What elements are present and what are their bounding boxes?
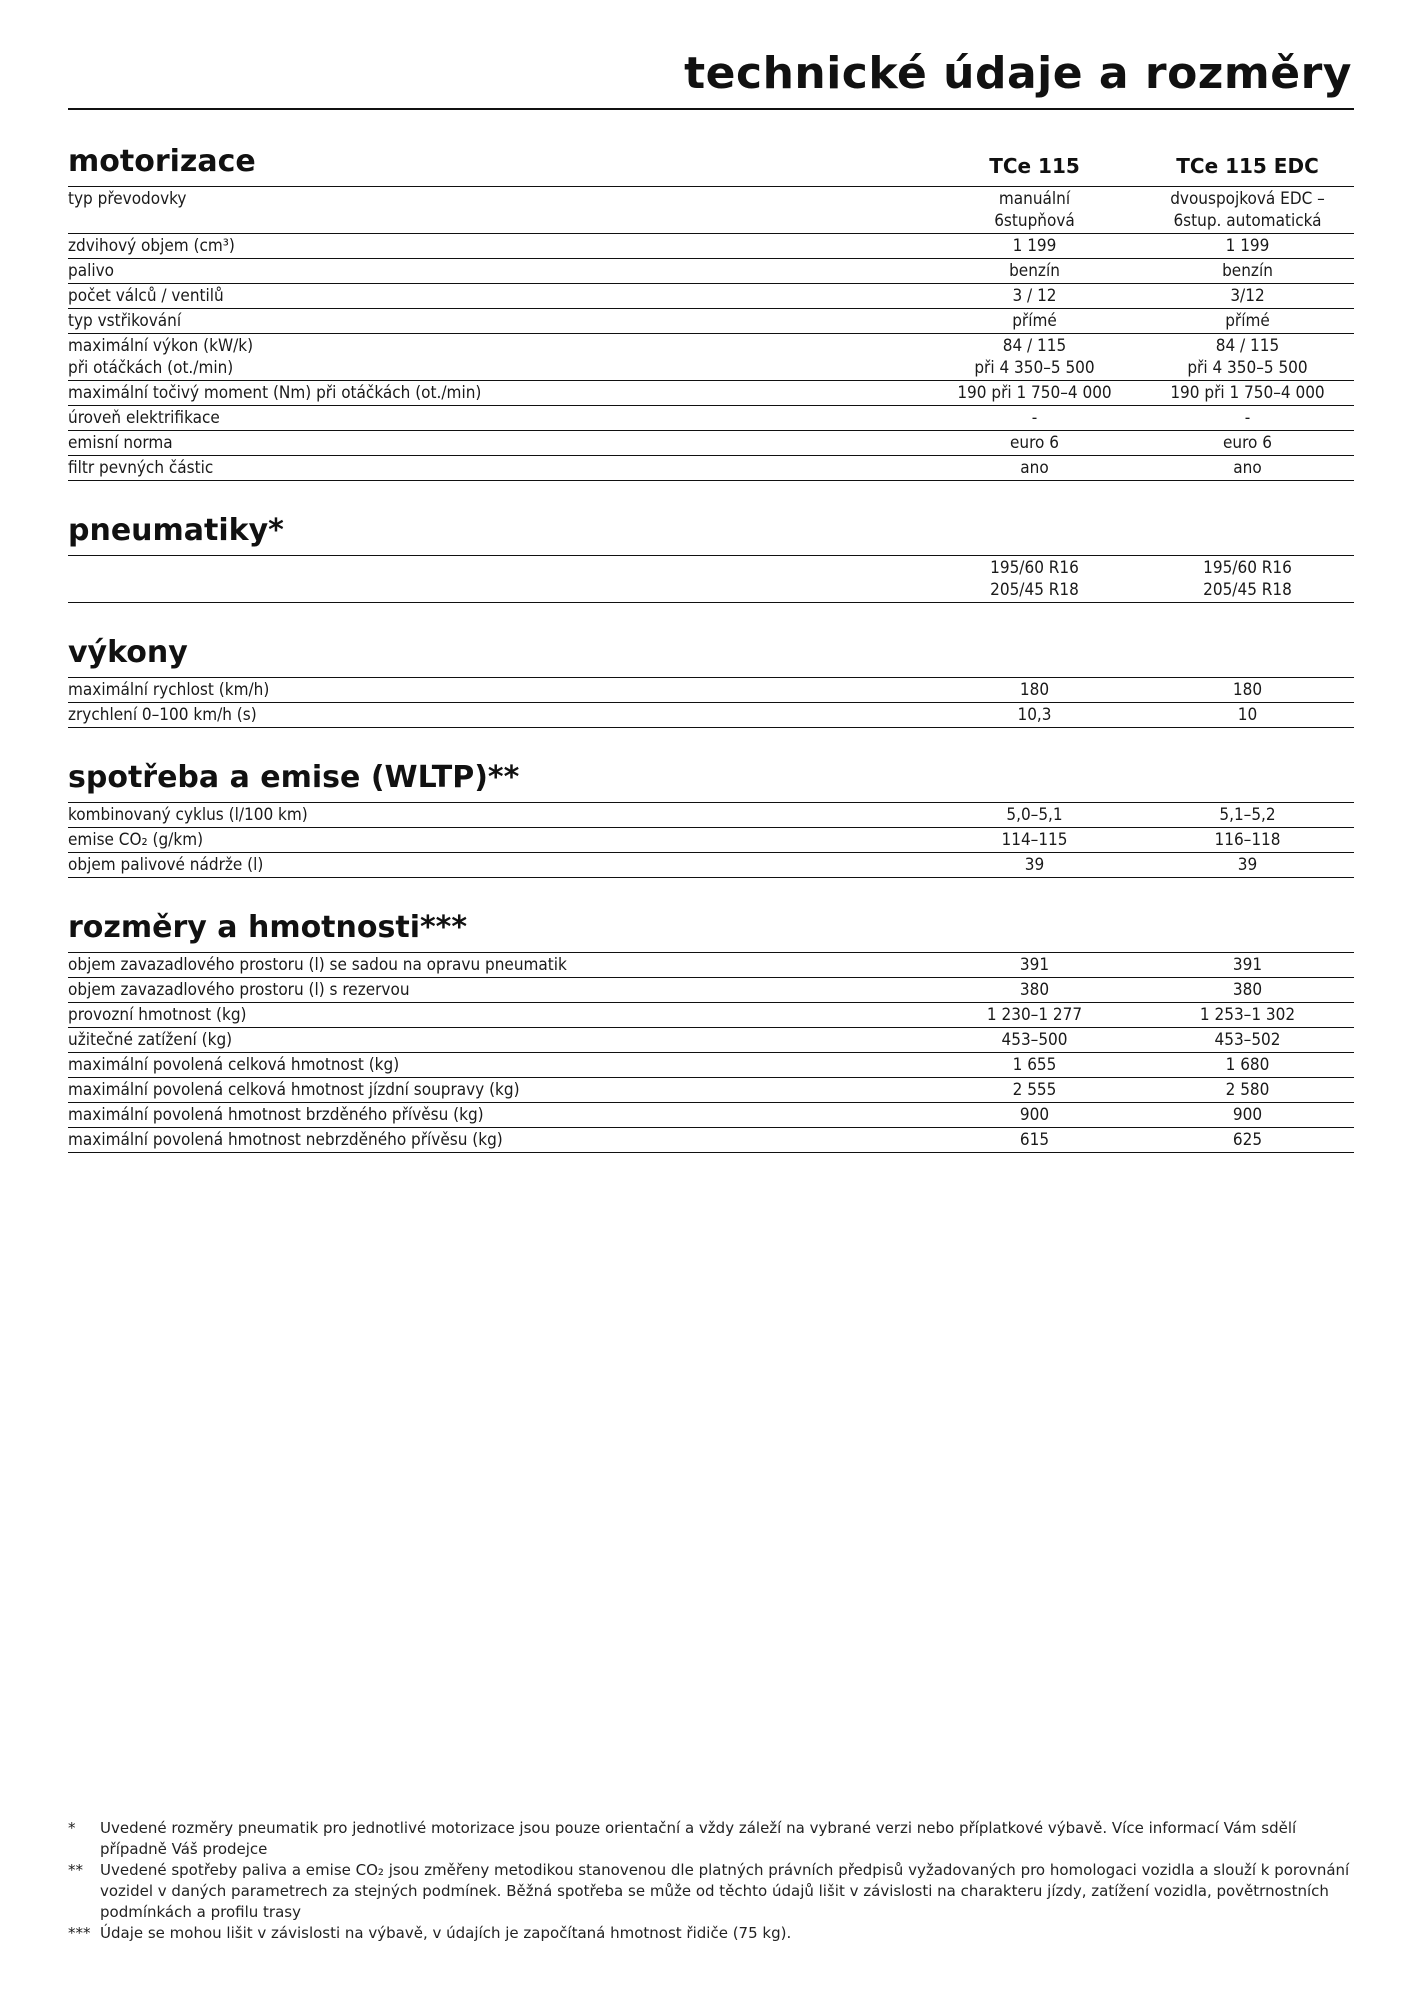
column-header: TCe 115 xyxy=(989,154,1080,178)
value-tce115: 39 xyxy=(1024,855,1045,875)
footnote-text: Údaje se mohou lišit v závislosti na výbavě, v údajích je započítaná hmotnost řidiče (75 kg). xyxy=(100,1924,792,1942)
value-tce115: 391 xyxy=(1019,955,1050,975)
spec-row xyxy=(68,1028,1354,1053)
value-tce115: 5,0–5,1 xyxy=(1006,805,1063,825)
footnotes xyxy=(68,1818,1354,1944)
spec-row xyxy=(68,381,1354,406)
value-tce115-edc: 5,1–5,2 xyxy=(1219,805,1276,825)
spec-label: provozní hmotnost (kg) xyxy=(68,1005,247,1025)
spec-row xyxy=(68,284,1354,309)
value-tce115-edc: 190 při 1 750–4 000 xyxy=(1170,383,1325,403)
spec-label: emisní norma xyxy=(68,433,173,453)
spec-row xyxy=(68,703,1354,728)
spec-label: typ převodovky xyxy=(68,189,187,209)
value-tce115-edc: 39 xyxy=(1237,855,1258,875)
spec-row xyxy=(68,1103,1354,1128)
spec-label: kombinovaný cyklus (l/100 km) xyxy=(68,805,308,825)
value-tce115: 2 555 xyxy=(1012,1080,1057,1100)
spec-label: maximální povolená celková hmotnost jízdní soupravy (kg) xyxy=(68,1080,520,1100)
spec-section xyxy=(68,756,1354,878)
value-tce115-edc: euro 6 xyxy=(1223,433,1272,453)
section-title: výkony xyxy=(68,635,188,670)
value-tce115-edc: 2 580 xyxy=(1225,1080,1270,1100)
spec-row xyxy=(68,978,1354,1003)
footnote-mark: *** xyxy=(68,1924,91,1942)
section-header xyxy=(68,906,1354,953)
footnote xyxy=(68,1860,1354,1923)
value-tce115-edc: 1 253–1 302 xyxy=(1199,1005,1296,1025)
section-header xyxy=(68,140,1354,187)
value-tce115: 615 xyxy=(1019,1130,1050,1150)
value-tce115: 1 230–1 277 xyxy=(986,1005,1083,1025)
footnote-mark: ** xyxy=(68,1861,83,1879)
value-tce115: benzín xyxy=(1009,261,1060,281)
column-header: TCe 115 EDC xyxy=(1176,154,1319,178)
value-tce115: 180 xyxy=(1019,680,1050,700)
spec-label xyxy=(68,556,928,602)
value-tce115-edc: 10 xyxy=(1237,705,1258,725)
section-header xyxy=(68,756,1354,803)
spec-row xyxy=(68,431,1354,456)
spec-section xyxy=(68,509,1354,603)
value-tce115-edc: 900 xyxy=(1232,1105,1263,1125)
value-tce115-edc: dvouspojková EDC – 6stup. automatická xyxy=(1170,189,1325,231)
spec-label: maximální točivý moment (Nm) při otáčkách (ot./min) xyxy=(68,383,482,403)
spec-label: emise CO₂ (g/km) xyxy=(68,830,204,850)
value-tce115-edc: - xyxy=(1244,408,1251,428)
value-tce115: - xyxy=(1031,408,1038,428)
spec-label: maximální povolená hmotnost brzděného přívěsu (kg) xyxy=(68,1105,484,1125)
spec-label: zdvihový objem (cm³) xyxy=(68,236,235,256)
value-tce115: 1 199 xyxy=(1012,236,1057,256)
spec-row xyxy=(68,1078,1354,1103)
spec-label: maximální povolená hmotnost nebrzděného přívěsu (kg) xyxy=(68,1130,503,1150)
value-tce115: 453–500 xyxy=(1001,1030,1068,1050)
spec-label: typ vstřikování xyxy=(68,311,182,331)
title-divider xyxy=(68,108,1354,110)
spec-section xyxy=(68,140,1354,481)
value-tce115-edc: 180 xyxy=(1232,680,1263,700)
value-tce115-edc: přímé xyxy=(1225,311,1270,331)
value-tce115-edc: ano xyxy=(1233,458,1262,478)
spec-tables xyxy=(68,140,1354,1181)
spec-row xyxy=(68,953,1354,978)
section-title: motorizace xyxy=(68,144,256,179)
value-tce115: ano xyxy=(1020,458,1049,478)
footnote-mark: * xyxy=(68,1819,76,1837)
spec-label: objem palivové nádrže (l) xyxy=(68,855,264,875)
value-tce115: 380 xyxy=(1019,980,1050,1000)
spec-label: maximální výkon (kW/k) při otáčkách (ot./min) xyxy=(68,336,254,378)
spec-row xyxy=(68,456,1354,481)
spec-row xyxy=(68,803,1354,828)
spec-row xyxy=(68,678,1354,703)
spec-label: zrychlení 0–100 km/h (s) xyxy=(68,705,257,725)
spec-row xyxy=(68,234,1354,259)
footnote-text: Uvedené rozměry pneumatik pro jednotlivé motorizace jsou pouze orientační a vždy záleží na vybrané verzi nebo příplatkové výbavě. Více informací Vám sdělí případně Váš prodejce xyxy=(100,1819,1297,1858)
value-tce115-edc: 3/12 xyxy=(1230,286,1265,306)
section-header xyxy=(68,509,1354,556)
value-tce115: 3 / 12 xyxy=(1012,286,1057,306)
spec-row xyxy=(68,556,1354,603)
value-tce115: 114–115 xyxy=(1001,830,1068,850)
value-tce115: 1 655 xyxy=(1012,1055,1057,1075)
footnote xyxy=(68,1818,1354,1860)
spec-row xyxy=(68,309,1354,334)
value-tce115: 84 / 115 při 4 350–5 500 xyxy=(974,336,1095,378)
value-tce115-edc: 116–118 xyxy=(1214,830,1281,850)
spec-label: palivo xyxy=(68,261,114,281)
spec-row xyxy=(68,853,1354,878)
section-title: spotřeba a emise (WLTP)** xyxy=(68,760,520,795)
value-tce115-edc: 195/60 R16 205/45 R18 xyxy=(1203,558,1292,600)
page-title: technické údaje a rozměry xyxy=(684,48,1352,99)
value-tce115-edc: 1 680 xyxy=(1225,1055,1270,1075)
value-tce115: 190 při 1 750–4 000 xyxy=(957,383,1112,403)
value-tce115-edc: 84 / 115 při 4 350–5 500 xyxy=(1187,336,1308,378)
value-tce115-edc: 391 xyxy=(1232,955,1263,975)
value-tce115-edc: 1 199 xyxy=(1225,236,1270,256)
spec-label: filtr pevných částic xyxy=(68,458,214,478)
section-header xyxy=(68,631,1354,678)
value-tce115-edc: 380 xyxy=(1232,980,1263,1000)
value-tce115: přímé xyxy=(1012,311,1057,331)
footnote xyxy=(68,1923,1354,1944)
value-tce115: 195/60 R16 205/45 R18 xyxy=(990,558,1079,600)
footnote-text: Uvedené spotřeby paliva a emise CO₂ jsou změřeny metodikou stanovenou dle platných právních předpisů vyžadovaných pro homologaci vozidla a slouží k porovnání vozidel v daných parametrech za stejných podmínek. Běžná spotřeba se může od těchto údajů lišit v závislosti na charakteru jízdy, zatížení vozidla, povětrnostních podmínkách a profilu trasy xyxy=(100,1861,1350,1921)
spec-row xyxy=(68,1128,1354,1153)
spec-row xyxy=(68,406,1354,431)
value-tce115-edc: benzín xyxy=(1222,261,1273,281)
spec-row xyxy=(68,259,1354,284)
value-tce115: 900 xyxy=(1019,1105,1050,1125)
section-title: rozměry a hmotnosti*** xyxy=(68,910,468,945)
spec-section xyxy=(68,631,1354,728)
spec-label: objem zavazadlového prostoru (l) se sadou na opravu pneumatik xyxy=(68,955,567,975)
spec-row xyxy=(68,828,1354,853)
spec-label: maximální povolená celková hmotnost (kg) xyxy=(68,1055,400,1075)
spec-row xyxy=(68,187,1354,234)
section-title: pneumatiky* xyxy=(68,513,284,548)
value-tce115: euro 6 xyxy=(1010,433,1059,453)
spec-label: počet válců / ventilů xyxy=(68,286,224,306)
spec-row xyxy=(68,334,1354,381)
spec-label: maximální rychlost (km/h) xyxy=(68,680,270,700)
value-tce115-edc: 453–502 xyxy=(1214,1030,1281,1050)
spec-label: úroveň elektrifikace xyxy=(68,408,220,428)
spec-row xyxy=(68,1003,1354,1028)
value-tce115-edc: 625 xyxy=(1232,1130,1263,1150)
value-tce115: manuální 6stupňová xyxy=(994,189,1075,231)
value-tce115: 10,3 xyxy=(1017,705,1052,725)
spec-row xyxy=(68,1053,1354,1078)
spec-label: užitečné zatížení (kg) xyxy=(68,1030,233,1050)
spec-label: objem zavazadlového prostoru (l) s rezervou xyxy=(68,980,410,1000)
spec-section xyxy=(68,906,1354,1153)
